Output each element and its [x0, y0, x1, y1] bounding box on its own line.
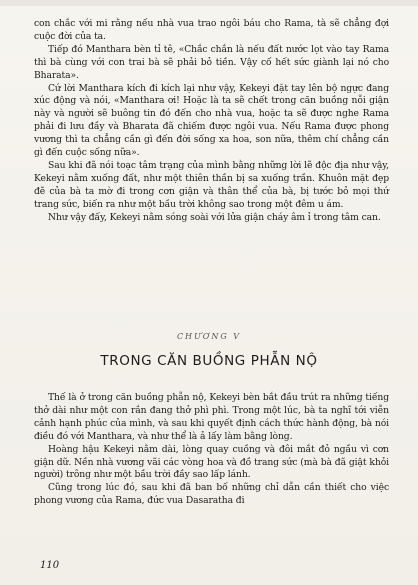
- paragraph: Sau khi đã nói toạc tâm trạng của mình bằng những lời lẽ độc địa như vậy, Kekeyi nằm xuống đất, như một thiên thần bị sa xuống trần. Khuôn mặt đẹp đẽ của bà ta mờ đi trong cơn giận và thân thể của bà, bị tước bỏ mọi thứ trang sức, biến ra như một bầu trời không sao trong một đêm u ám.: [34, 159, 389, 210]
- chapter-label: CHƯƠNG V: [176, 332, 242, 341]
- body-text-upper: [34, 18, 389, 225]
- paragraph: Hoàng hậu Kekeyi nằm dài, lòng quay cuồng và đôi mắt đỏ ngầu vì cơn giận dữ. Nền nhà vương vãi các vòng hoa và đồ trang sức (mà bà đã giật khỏi người) trông như một bầu trời đầy sao lấp lánh.: [34, 443, 389, 481]
- body-text-lower: [34, 392, 389, 508]
- paragraph: Cũng trong lúc đó, sau khi đã ban bố những chỉ dẫn cần thiết cho việc phong vương của Rama, đức vua Dasaratha đi: [34, 482, 389, 507]
- paragraph: Tiếp đó Manthara bèn tỉ tê, «Chắc chắn là nếu đất nước lọt vào tay Rama thì bà cùng với con trai bà sẽ phải bỏ tiền. Vậy cố hết sức giành lại nó cho Bharata».: [34, 43, 389, 81]
- page-number: 110: [40, 560, 60, 571]
- chapter-title: TRONG CĂN BUỒNG PHẪN NỘ: [100, 353, 318, 369]
- page-top-edge: [0, 0, 418, 6]
- paragraph: Thế là ở trong căn buồng phẫn nộ, Kekeyi bèn bắt đầu trút ra những tiếng thở dài như một con rắn đang thở phì phì. Trong một lúc, bà ta nghĩ tới viễn cảnh hạnh phúc của mình, và sau khi quyết định cách thức hành động, bà nói điều đó với Manthara, và như thể là ả lấy làm bằng lòng.: [34, 392, 389, 442]
- paragraph: Như vậy đấy, Kekeyi nằm sóng soài với lửa giận cháy âm ỉ trong tâm can.: [48, 211, 381, 223]
- paragraph: Cứ lời Manthara kích đi kích lại như vậy, Kekeyi đặt tay lên bộ ngực đang xúc động và nói, «Manthara ơi! Hoặc là ta sẽ chết trong căn buồng nỗi giận này và người sẽ buông tin đó đến cho nhà vua, hoặc ta sẽ được nghe Rama phải đi lưu đầy và Bharata đã chiếm được ngôi vua. Nếu Rama được phong vương thì ta chẳng cần gì đến đời sống xa hoa, son nữa, thêm chí chẳng cần gì đến cuộc sống nữa».: [34, 82, 389, 159]
- paragraph: con chắc với mi rằng nếu nhà vua trao ngôi báu cho Rama, tà sẽ chẳng đợi cuộc đời của ta.: [34, 18, 389, 42]
